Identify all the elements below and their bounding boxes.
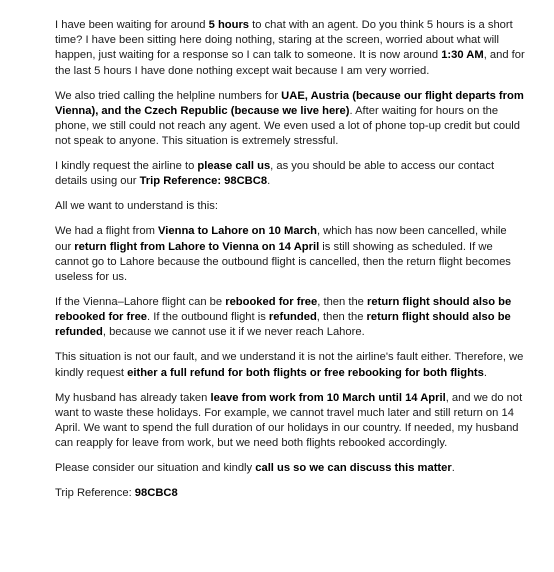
text-run: We also tried calling the helpline numbers for <box>55 89 282 102</box>
letter-body <box>55 18 525 511</box>
bold-text-run: UAE, Austria (because our flight departs from Vienna), and the Czech Republic (because we live here) <box>55 89 524 117</box>
bold-text-run: Vienna to Lahore on 10 March <box>158 225 317 238</box>
text-run: , then the <box>317 296 368 309</box>
bold-text-run: 98CBC8 <box>134 487 178 500</box>
paragraph-call-request <box>55 159 525 189</box>
text-run: . <box>267 175 271 188</box>
bold-text-run: please call us <box>197 160 271 173</box>
bold-text-run: return flight should also be refunded <box>55 311 511 339</box>
bold-text-run: return flight from Lahore to Vienna on 14 April <box>74 240 320 253</box>
text-run: , then the <box>316 311 367 324</box>
bold-text-run: Trip Reference: 98CBC8 <box>139 175 268 188</box>
paragraph-flight-details <box>55 224 525 285</box>
text-run: is still showing as scheduled. If we cannot go to Lahore because the outbound flight is cancelled, then the return flight becomes useless for us. <box>55 240 511 284</box>
text-run: I have been waiting for around <box>55 19 209 31</box>
text-run: Please consider our situation and kindly <box>55 462 256 475</box>
text-run: , which has now been cancelled, while our <box>55 225 507 253</box>
text-run: , and we do not want to waste these holidays. For example, we cannot travel much later and still return on 14 April. We want to spend the full duration of our holidays in our country. If needed, my husband can reapply for leave from work, but we need both flights rebooked accordingly. <box>55 391 523 450</box>
text-run: I kindly request the airline to <box>55 160 198 173</box>
bold-text-run: either a full refund for both flights or free rebooking for both flights <box>127 366 484 379</box>
text-run: We had a flight from <box>55 225 159 238</box>
bold-text-run: rebooked for free <box>225 296 318 309</box>
text-run: to chat with an agent. Do you think 5 hours is a short time? I have been sitting here doing nothing, staring at the screen, worried about what will happen, just waiting for a response so I can talk to someone. It is now around <box>55 19 513 62</box>
text-run: Trip Reference: <box>55 487 135 500</box>
text-run: , and for the last 5 hours I have done nothing except wait because I am very worried. <box>55 49 525 77</box>
text-run: All we want to understand is this: <box>55 200 218 213</box>
paragraph-waiting <box>55 18 525 79</box>
bold-text-run: 5 hours <box>208 19 250 31</box>
text-run: . <box>483 366 487 379</box>
text-run: If the Vienna–Lahore flight can be <box>55 296 226 309</box>
text-run: . After waiting for hours on the phone, we still could not reach any agent. We even used a lot of phone top-up credit but could not speak to anyone. This situation is extremely stressful. <box>55 104 521 148</box>
text-run: . <box>451 462 455 475</box>
text-run: , because we cannot use it if we never reach Lahore. <box>102 326 365 339</box>
paragraph-intro-question <box>55 199 525 214</box>
paragraph-helpline <box>55 89 525 150</box>
text-run: This situation is not our fault, and we understand it is not the airline's fault either. Therefore, we kindly request <box>55 351 524 379</box>
text-run: , as you should be able to access our contact details using our <box>55 160 495 188</box>
paragraph-trip-reference <box>55 486 525 501</box>
paragraph-not-our-fault <box>55 350 525 380</box>
bold-text-run: return flight should also be rebooked for free <box>55 296 512 324</box>
text-run: . If the outbound flight is <box>147 311 269 324</box>
bold-text-run: 1:30 AM <box>441 49 484 62</box>
text-run: My husband has already taken <box>55 391 211 404</box>
paragraph-rebook-refund <box>55 295 525 341</box>
bold-text-run: leave from work from 10 March until 14 April <box>210 391 446 404</box>
bold-text-run: refunded <box>268 311 317 324</box>
paragraph-please-consider <box>55 461 525 476</box>
paragraph-holiday-leave <box>55 391 525 452</box>
bold-text-run: call us so we can discuss this matter <box>255 462 452 475</box>
